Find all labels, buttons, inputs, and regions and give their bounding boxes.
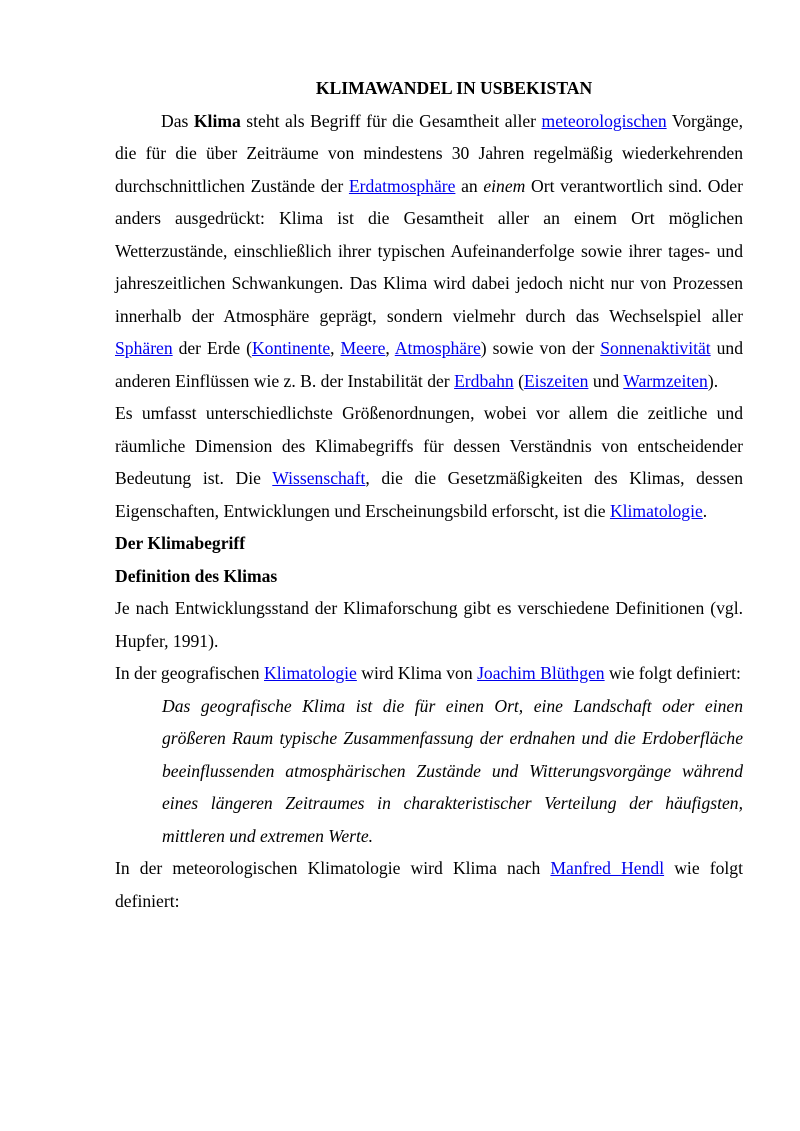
link-sphaeren[interactable]: Sphären (115, 338, 173, 358)
section-heading-definition: Definition des Klimas (115, 565, 278, 586)
text-run: ). (707, 370, 719, 391)
text-run: und (588, 370, 624, 391)
text-run: , (330, 338, 341, 358)
hendl-paragraph (115, 852, 743, 917)
text-run: wie folgt definiert: (115, 858, 743, 911)
section-heading-klimabegriff: Der Klimabegriff (115, 533, 246, 553)
text-run: Ort verantwortlich sind. Oder anders ausgedrückt: Klima ist die Gesamtheit aller an einem Ort möglichen Wetterzustände, einschließlich ihrer typischen Aufeinanderfolge sowie ihrer tages- und jahreszeitlichen Schwankungen. Das Klima wird dabei jedoch nicht nur von Prozessen innerhalb der Atmosphäre geprägt, sondern vielmehr durch das Wechselspiel aller (115, 175, 743, 326)
bluethgen-paragraph (115, 657, 743, 690)
link-klimatologie[interactable]: Klimatologie (609, 500, 703, 521)
text-run: ( (513, 370, 524, 391)
text-run: , die die Gesetzmäßigkeiten des Klimas, dessen Eigenschaften, Entwicklungen und Erscheinungsbild erforscht, ist die (115, 468, 744, 521)
bold-term-klima: Klima (193, 110, 241, 131)
link-atmosphaere[interactable]: Atmosphäre (394, 338, 481, 358)
text-run: Es umfasst unterschiedlichste Größenordnungen, wobei vor allem die zeitliche und räumliche Dimension des Klimabegriffs für dessen Verständnis von entscheidender Bedeutung ist. Die (115, 403, 743, 488)
link-erdatmosphaere[interactable]: Erdatmosphäre (348, 175, 456, 196)
link-manfred-hendl[interactable]: Manfred Hendl (550, 858, 665, 878)
text-run: ) sowie von der (480, 338, 601, 358)
text-run: In der geografischen (115, 663, 264, 683)
scope-paragraph (115, 397, 743, 527)
link-erdbahn[interactable]: Erdbahn (454, 370, 514, 391)
text-run: Das (161, 110, 194, 131)
text-run: In der meteorologischen Klimatologie wird Klima nach (115, 858, 551, 878)
text-run: an (455, 175, 484, 196)
link-wissenschaft[interactable]: Wissenschaft (272, 468, 366, 488)
link-joachim-bluethgen[interactable]: Joachim Blüthgen (477, 663, 605, 683)
link-meteorologischen[interactable]: meteorologischen (541, 110, 667, 131)
text-run: und anderen Einflüssen wie z. B. der Instabilität der (115, 338, 744, 391)
definitions-paragraph: Je nach Entwicklungsstand der Klimaforschung gibt es verschiedene Definitionen (vgl. Hupfer, 1991). (115, 598, 743, 651)
link-eiszeiten[interactable]: Eiszeiten (523, 370, 589, 391)
text-run: wird Klima von (356, 663, 478, 683)
text-run: , (385, 338, 395, 358)
text-run: der Erde ( (172, 338, 252, 358)
link-klimatologie-2[interactable]: Klimatologie (264, 663, 357, 683)
link-warmzeiten[interactable]: Warmzeiten (623, 370, 708, 391)
link-sonnenaktivitaet[interactable]: Sonnenaktivität (600, 338, 711, 358)
text-run: . (702, 500, 708, 521)
text-run: wie folgt definiert: (604, 663, 741, 683)
link-meere[interactable]: Meere (340, 338, 386, 358)
document-title: KLIMAWANDEL IN USBEKISTAN (315, 78, 593, 98)
intro-paragraph (115, 105, 743, 398)
text-run: Vorgänge, die für die über Zeiträume von mindestens 30 Jahren regelmäßig wiederkehrenden durchschnittlichen Zustände der (115, 110, 743, 196)
text-run: steht als Begriff für die Gesamtheit aller (240, 110, 542, 131)
document-page (115, 72, 743, 917)
definition-quote: Das geografische Klima ist die für einen Ort, eine Landschaft oder einen größeren Raum typische Zusammenfassung der erdnahen und die Erdoberfläche beeinflussenden atmosphärischen Zustände und Witterungsvorgänge während eines längeren Zeitraumes in charakteristischer Verteilung der häufigsten, mittleren und extremen Werte. (162, 695, 743, 846)
italic-einem: einem (483, 175, 526, 196)
link-kontinente[interactable]: Kontinente (251, 338, 331, 358)
